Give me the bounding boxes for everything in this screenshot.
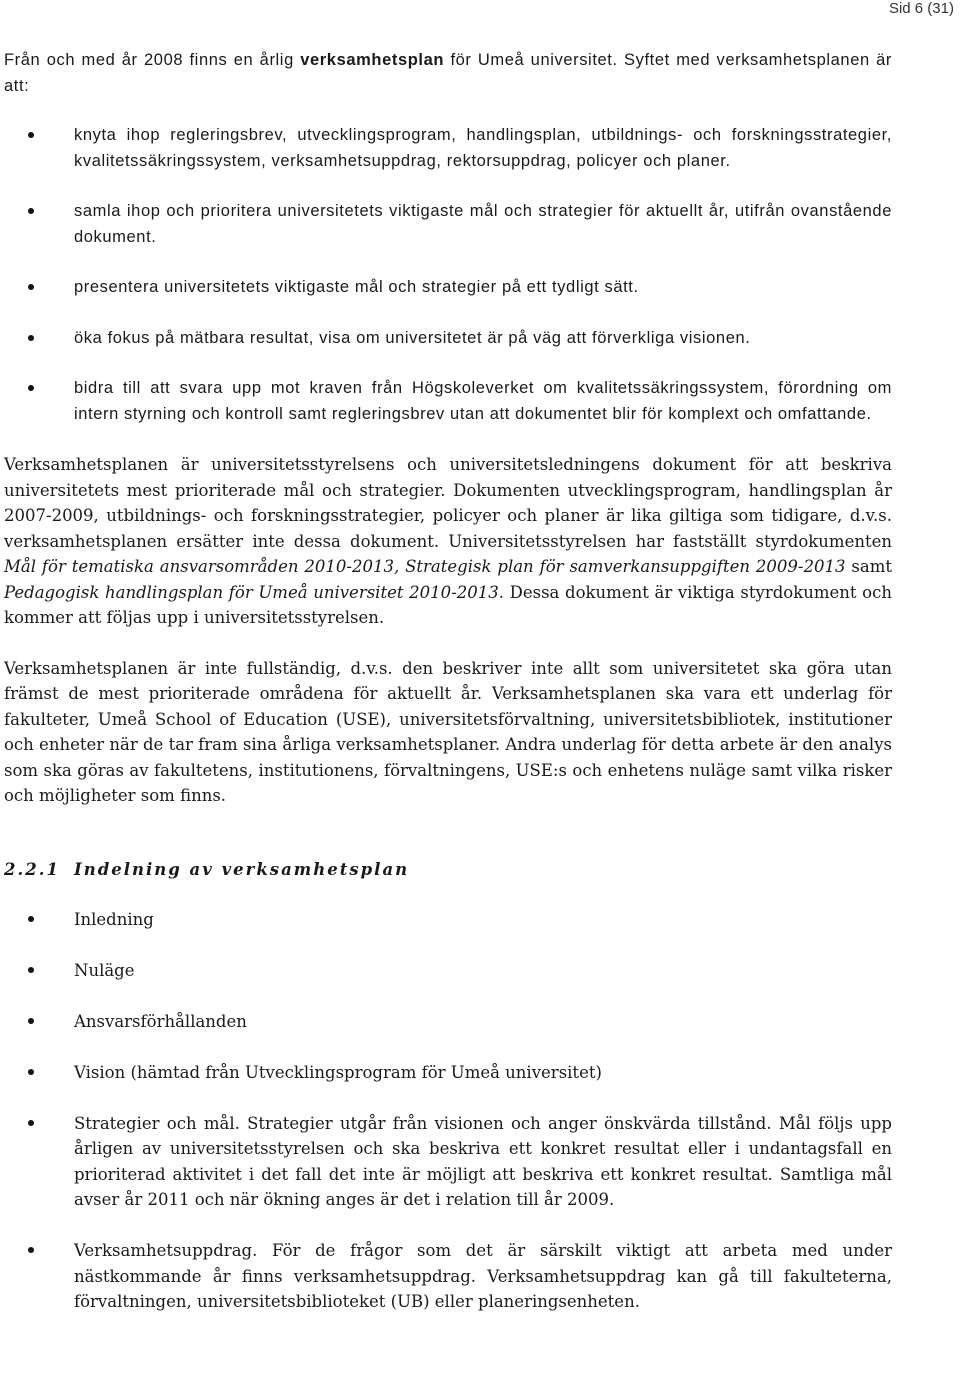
purpose-item: samla ihop och prioritera universitetets viktigaste mål och strategier för aktuellt år, utifrån ovanstående dokument. <box>4 199 892 250</box>
section-heading <box>4 860 892 879</box>
intro-paragraph <box>4 48 892 99</box>
plan-sections-list <box>4 907 892 1315</box>
document-body <box>4 48 892 1340</box>
purpose-item: knyta ihop regleringsbrev, utvecklingsprogram, handlingsplan, utbildnings- och forskningsstrategier, kvalitetssäkringssystem, verksamhetsuppdrag, rektorsuppdrag, policyer och planer. <box>4 123 892 174</box>
plan-section-item: Vision (hämtad från Utvecklingsprogram för Umeå universitet) <box>4 1060 892 1086</box>
intro-text-before: Från och med år 2008 finns en årlig <box>4 51 301 69</box>
plan-section-item: Strategier och mål. Strategier utgår från visionen och anger önskvärda tillstånd. Mål följs upp årligen av universitetsstyrelsen och ska beskriva ett konkret resultat eller i undantagsfall en prioriterad aktivitet i det fall det inte är möjligt att beskriva ett konkret resultat. Samtliga mål avser år 2011 och när ökning anges är det i relation till år 2009. <box>4 1111 892 1213</box>
plan-section-item: Inledning <box>4 907 892 933</box>
purpose-item: presentera universitetets viktigaste mål och strategier på ett tydligt sätt. <box>4 275 892 301</box>
purpose-list <box>4 123 892 427</box>
page-number: Sid 6 (31) <box>888 0 954 17</box>
intro-text-after: för Umeå universitet. Syftet med verksamhetsplanen är att: <box>4 51 893 95</box>
plan-section-item: Nuläge <box>4 958 892 984</box>
purpose-item: bidra till att svara upp mot kraven från Högskoleverket om kvalitetssäkringssystem, förordning om intern styrning och kontroll samt regleringsbrev utan att dokumentet blir för komplext och omfattande. <box>4 376 892 427</box>
document-title-italic: Pedagogisk handlingsplan för Umeå universitet 2010-2013. <box>4 582 504 602</box>
plan-section-item: Verksamhetsuppdrag. För de frågor som det är särskilt viktigt att arbeta med under nästkommande år finns verksamhetsuppdrag. Verksamhetsuppdrag kan gå till fakulteterna, förvaltningen, universitetsbiblioteket (UB) eller planeringsenheten. <box>4 1238 892 1315</box>
section-number: 2.2.1 <box>4 859 60 879</box>
scope-paragraph: Verksamhetsplanen är inte fullständig, d.v.s. den beskriver inte allt som universitetet ska göra utan främst de mest prioriterade områdena för aktuellt år. Verksamhetsplanen ska vara ett underlag för fakulteter, Umeå School of Education (USE), universitetsförvaltning, universitetsbibliotek, institutioner och enheter när de tar fram sina årliga verksamhetsplaner. Andra underlag för detta arbete är den analys som ska göras av fakultetens, institutionens, förvaltningens, USE:s och enhetens nuläge samt vilka risker och möjligheter som finns. <box>4 658 892 805</box>
document-title-italic: Mål för tematiska ansvarsområden 2010-2013, Strategisk plan för samverkansuppgiften 2009-2013 <box>4 557 846 576</box>
purpose-item: öka fokus på mätbara resultat, visa om universitetet är på väg att förverkliga visionen. <box>4 326 892 352</box>
paragraph-text: Dessa dokument är viktiga styrdokument och kommer att följas upp i universitetsstyrelsen. <box>4 582 892 627</box>
section-title: Indelning av verksamhetsplan <box>74 859 410 879</box>
paragraph-text: samt <box>845 557 892 576</box>
paragraph-text: Verksamhetsplanen är universitetsstyrelsens och universitetsledningens dokument för att beskriva universitetets mest prioriterade mål och strategier. Dokumenten utvecklingsprogram, handlingsplan år 2007-2009, utbildnings- och forskningsstrategier, policyer och planer är lika giltiga som tidigare, d.v.s. verksamhetsplanen ersätter inte dessa dokument. Universitetsstyrelsen har fastställt styrdokumenten <box>4 455 892 551</box>
intro-bold-term: verksamhetsplan <box>300 51 445 69</box>
plan-section-item: Ansvarsförhållanden <box>4 1009 892 1035</box>
steering-documents-paragraph <box>4 452 892 631</box>
